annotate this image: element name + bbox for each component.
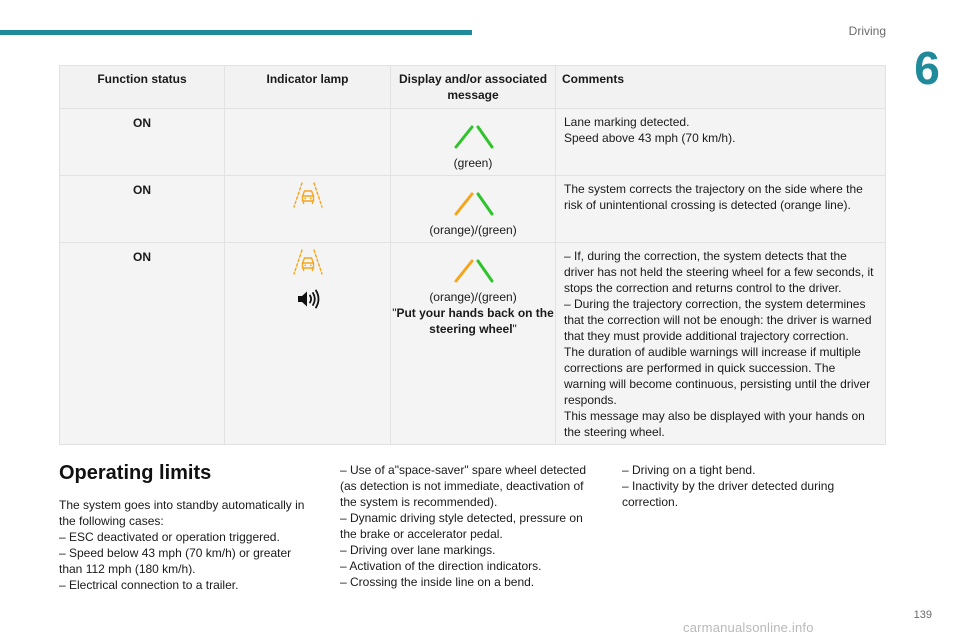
table-header-row <box>60 66 886 109</box>
function-status-cell: ON <box>60 243 225 445</box>
right-lane-line <box>478 194 492 214</box>
list-item: – Dynamic driving style detected, pressure on the brake or accelerator pedal. <box>340 511 583 541</box>
function-status-table <box>59 65 886 445</box>
left-lane-line <box>456 261 472 281</box>
table-row <box>60 176 886 243</box>
comment-text: – If, during the correction, the system detects that the driver has not held the steering wheel for a few seconds, it stops the correction and returns control to the driver. <box>564 249 874 295</box>
display-color-caption: (orange)/(green) <box>429 223 517 237</box>
display-message-text: "Put your hands back on the steering wheel" <box>392 306 554 336</box>
display-message-cell <box>391 176 556 243</box>
list-item: – ESC deactivated or operation triggered. <box>59 530 280 544</box>
list-item: – Driving on a tight bend. <box>622 463 756 477</box>
comments-cell <box>556 109 886 176</box>
operating-limits-column-3 <box>622 462 862 510</box>
indicator-lamp-cell <box>225 109 391 176</box>
left-lane-line <box>456 194 472 214</box>
section-title: Driving <box>848 24 886 38</box>
display-color-caption: (green) <box>453 156 493 170</box>
list-item: – Crossing the inside line on a bend. <box>340 575 535 589</box>
display-message-cell <box>391 243 556 445</box>
header-function-status: Function status <box>60 66 225 109</box>
table-row <box>60 243 886 445</box>
comment-text: The system corrects the trajectory on the side where the risk of unintentional crossing is detected (orange line). <box>564 182 863 212</box>
indicator-lamp-cell <box>225 243 391 445</box>
indicator-lamp-cell <box>225 176 391 243</box>
comment-text: Lane marking detected. <box>564 115 690 129</box>
comment-text: This message may also be displayed with your hands on the steering wheel. <box>564 409 865 439</box>
comments-cell <box>556 176 886 243</box>
speaker-icon <box>296 289 320 309</box>
lane-keeping-assist-icon <box>293 182 323 208</box>
comments-cell <box>556 243 886 445</box>
display-message-cell <box>391 109 556 176</box>
left-lane-line <box>456 127 472 147</box>
header-display-message: Display and/or associated message <box>391 66 556 109</box>
comment-text: – During the trajectory correction, the system determines that the correction will not be enough: the driver is warned that they must provide additional trajectory correction. <box>564 297 872 343</box>
list-item: – Driving over lane markings. <box>340 543 496 557</box>
comment-text: Speed above 43 mph (70 km/h). <box>564 131 736 145</box>
lane-lines-icon <box>443 119 503 151</box>
header-indicator-lamp: Indicator lamp <box>225 66 391 109</box>
watermark: carmanualsonline.info <box>683 620 814 635</box>
warning-message: Put your hands back on the steering wheel <box>396 306 554 336</box>
lane-lines-icon <box>443 186 503 218</box>
right-lane-line <box>478 261 492 281</box>
list-item: – Use of a"space-saver" spare wheel detected (as detection is not immediate, deactivation of the system is recommended). <box>340 463 586 509</box>
chapter-number: 6 <box>914 42 940 94</box>
operating-limits-column-1 <box>59 460 309 593</box>
header-comments: Comments <box>556 66 886 109</box>
operating-limits-intro: The system goes into standby automatically in the following cases: <box>59 498 305 528</box>
right-lane-line <box>478 127 492 147</box>
list-item: – Electrical connection to a trailer. <box>59 578 239 592</box>
display-color-caption: (orange)/(green) <box>429 290 517 304</box>
function-status-cell: ON <box>60 176 225 243</box>
operating-limits-heading: Operating limits <box>59 462 212 484</box>
function-status-cell: ON <box>60 109 225 176</box>
list-item: – Activation of the direction indicators. <box>340 559 542 573</box>
page-number: 139 <box>913 609 932 621</box>
lane-keeping-assist-icon <box>293 249 323 275</box>
header-accent-bar <box>0 30 472 35</box>
list-item: – Inactivity by the driver detected during correction. <box>622 479 835 509</box>
lane-lines-icon <box>443 253 503 285</box>
table-row <box>60 109 886 176</box>
list-item: – Speed below 43 mph (70 km/h) or greater than 112 mph (180 km/h). <box>59 546 292 576</box>
operating-limits-column-2 <box>340 462 598 590</box>
comment-text: The duration of audible warnings will increase if multiple corrections are performed in quick succession. The warning will become continuous, persisting until the driver responds. <box>564 345 871 407</box>
